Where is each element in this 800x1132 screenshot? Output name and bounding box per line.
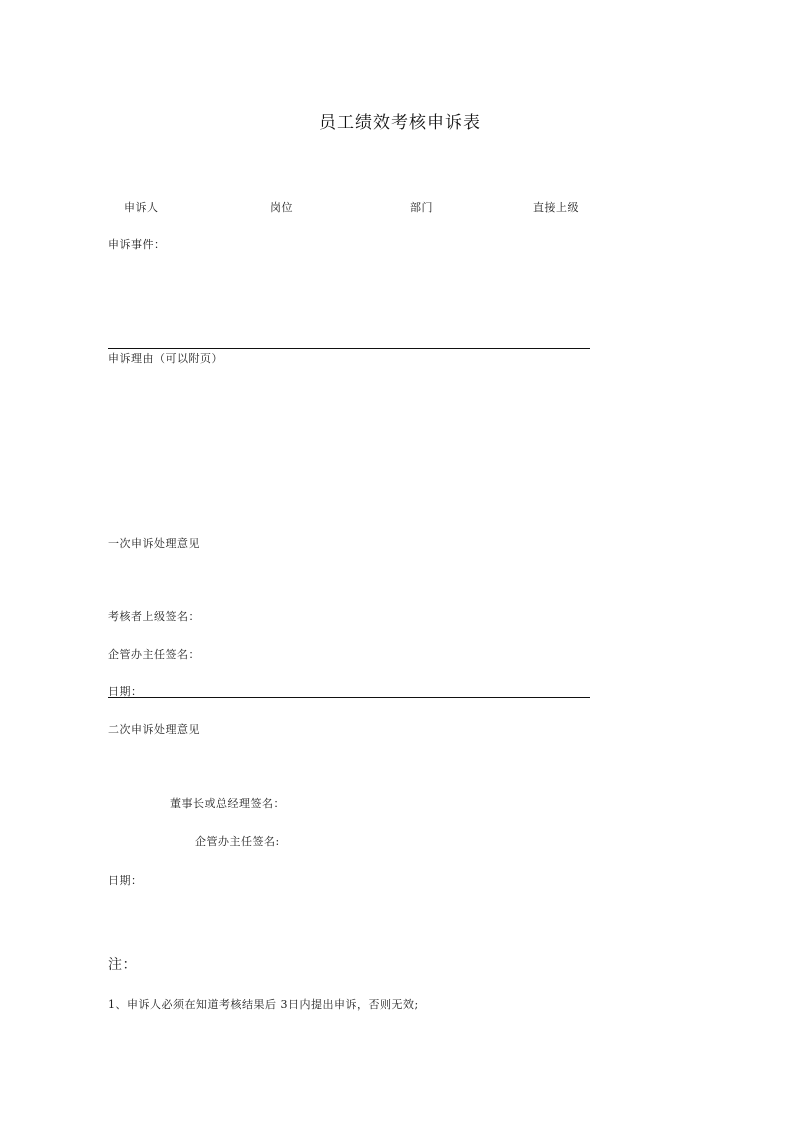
- management-office-signature-label: 企管办主任签名：: [108, 648, 200, 661]
- note-item: 1、申诉人必须在知道考核结果后 3日内提出申诉，否则无效;: [108, 998, 419, 1011]
- direct-superior-label: 直接上级: [533, 201, 579, 214]
- evaluator-superior-signature-label: 考核者上级签名：: [108, 610, 200, 623]
- chairman-gm-signature-label: 董事长或总经理签名：: [170, 797, 285, 810]
- second-review-heading: 二次申诉处理意见: [108, 723, 200, 736]
- appeal-event-label: 申诉事件：: [108, 238, 166, 251]
- notes-heading: 注：: [108, 957, 137, 973]
- appellant-label: 申诉人: [124, 201, 159, 214]
- section-divider: [108, 697, 590, 698]
- appeal-reason-label: 申诉理由（可以附页）: [108, 352, 223, 365]
- department-label: 部门: [410, 201, 433, 214]
- position-label: 岗位: [270, 201, 293, 214]
- section-divider: [108, 348, 590, 349]
- management-office-signature-label-2: 企管办主任签名:: [195, 835, 280, 848]
- form-title: 员工绩效考核申诉表: [319, 113, 481, 133]
- first-review-heading: 一次申诉处理意见: [108, 537, 200, 550]
- second-review-date-label: 日期：: [108, 874, 143, 887]
- first-review-date-label: 日期：: [108, 685, 143, 698]
